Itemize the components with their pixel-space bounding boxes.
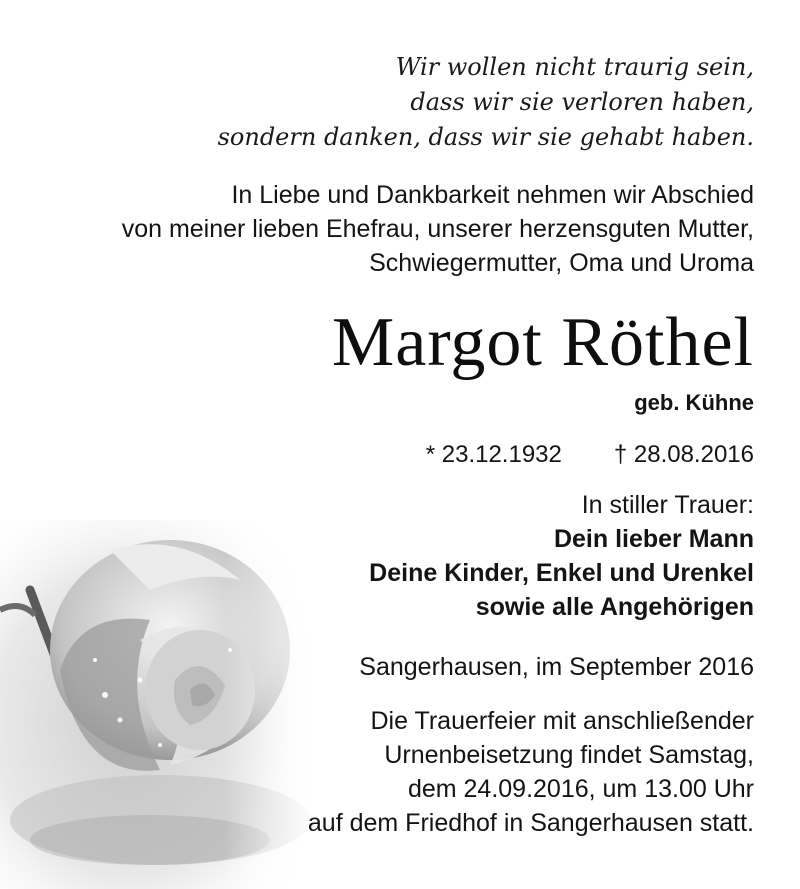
intro-line: In Liebe und Dankbarkeit nehmen wir Abschied bbox=[231, 181, 754, 209]
funeral-line: Urnenbeisetzung findet Samstag, bbox=[384, 741, 754, 769]
mourners bbox=[254, 488, 754, 624]
life-dates bbox=[334, 438, 754, 472]
mourner-line: sowie alle Angehörigen bbox=[475, 593, 754, 621]
mourner-line: Dein lieber Mann bbox=[553, 525, 754, 553]
birth-date: * 23.12.1932 bbox=[425, 441, 562, 468]
mourner-line: Deine Kinder, Enkel und Urenkel bbox=[369, 559, 754, 587]
poem bbox=[54, 50, 754, 155]
intro-text bbox=[14, 178, 754, 280]
poem-line: dass wir sie verloren haben, bbox=[410, 88, 754, 116]
intro-line: von meiner lieben Ehefrau, unserer herzensguten Mutter, bbox=[121, 215, 754, 243]
funeral-line: Die Trauerfeier mit anschließender bbox=[370, 707, 754, 735]
funeral-info bbox=[194, 704, 754, 840]
mourners-heading: In stiller Trauer: bbox=[581, 491, 754, 519]
intro-line: Schwiegermutter, Oma und Uroma bbox=[369, 249, 754, 277]
birth-name: geb. Kühne bbox=[634, 390, 754, 415]
death-date: † 28.08.2016 bbox=[613, 441, 754, 468]
poem-line: sondern danken, dass wir sie gehabt haben. bbox=[217, 123, 754, 151]
deceased-name: Margot Röthel bbox=[332, 304, 754, 381]
place-date: Sangerhausen, im September 2016 bbox=[359, 653, 754, 681]
poem-line: Wir wollen nicht traurig sein, bbox=[395, 53, 754, 81]
funeral-line: dem 24.09.2016, um 13.00 Uhr bbox=[407, 775, 754, 803]
funeral-line: auf dem Friedhof in Sangerhausen statt. bbox=[307, 809, 754, 837]
